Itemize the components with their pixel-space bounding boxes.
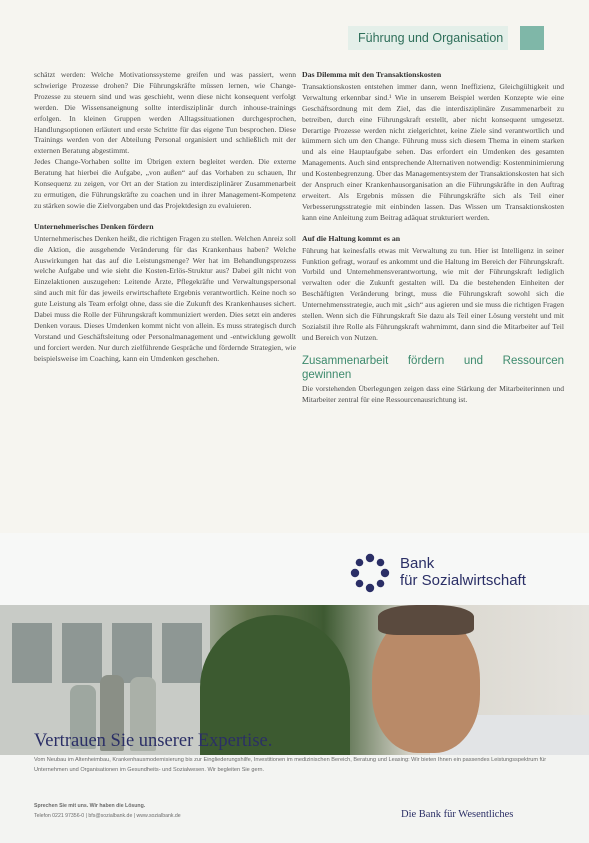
photo-window — [12, 623, 52, 683]
ad-headline: Vertrauen Sie unserer Expertise. — [34, 731, 273, 751]
ad-contact-line2: Telefon 0221 97356-0 | bfs@sozialbank.de | www.sozialbank.de — [34, 813, 181, 819]
section-heading: Unternehmerisches Denken fördern — [34, 221, 154, 231]
bank-name — [400, 555, 526, 589]
photo-window — [162, 623, 202, 683]
paragraph: Jedes Change-Vorhaben sollte im Übrigen extern begleitet werden. Die externe Beratung hat hierbei die Aufgabe, „von außen“ auf das Vorhaben zu schauen, Ihr Konsequenz zu zeigen, vor Ort an der Station zu interdisziplinärer Zusammenarbeit zu ermutigen, die Führungskräfte zu coachen und in ihrer Management-Kompetenz zu stärken sowie die Zielvorgaben und das Projektdesign zu evaluieren. — [34, 157, 296, 210]
article-right-column — [302, 70, 564, 406]
paragraph: schätzt werden: Welche Motivationssysteme greifen und was passiert, wenn schwierige Prozesse drohen? Die Führungskräfte müssen lernen, wie Change-Prozesse zu steuern sind und was geschieht, wenn diese nicht konsequent verfolgt werden. Die Wissensaneignung sollte interdisziplinär durch inhouse-trainings erfolgen. In kleinen Gruppen werden Alltagssituationen durchgesprochen, Handlungsoptionen erläutert und erste Schritte für das eigene Tun besprochen. Diese Trainings werden von der Abteilung Personal organisiert und schließlich mit der externen Beratung abgestimmt. — [34, 70, 296, 156]
section-label: Führung und Organisation — [358, 31, 504, 45]
paragraph: Führung hat keinesfalls etwas mit Verwaltung zu tun. Hier ist Intelligenz in seiner Funktion gefragt, worauf es ankommt und die Haltung im Bereich der Führungskraft. Vorbild und Unternehmensverantwortung, wie mit der Führungskraft lediglich verwalten oder die Zukunft gestalten will. Da die bestehenden Einheiten der Beschäftigten Veränderung bringt, muss die Führungskraft sowohl sich die Unternehmensstrategie, auch mit „sich“ aus agieren und sie muss die richtigen Fragen stellen. Wenn sich die Führungskraft Sie dazu als Teil einer Lösung versteht und mit Sozialstil ihre Rolle als Führungskraft wahrnimmt, dann sind die Mitarbeiter auf Teil und Bereich von Nutzen. — [302, 245, 564, 342]
section-heading: Auf die Haltung kommt es an — [302, 233, 401, 243]
photo-hair — [378, 605, 474, 635]
bank-logo-icon — [350, 553, 390, 593]
section-tag-square — [520, 26, 544, 50]
advertisement — [0, 533, 589, 843]
subsection-heading: Zusammenarbeit fördern und Ressourcen gewinnen — [302, 354, 564, 381]
ad-contact — [34, 801, 294, 821]
photo-window — [62, 623, 102, 683]
section-heading: Das Dilemma mit den Transaktionskosten — [302, 70, 442, 79]
ad-contact-line1: Sprechen Sie mit uns. Wir haben die Lösung. — [34, 803, 146, 809]
paragraph: Transaktionskosten entstehen immer dann, wenn Ineffizienz, Gleichgültigkeit und Verwaltung erkennbar sind.¹ Wie in unserem Beispiel werden Konzepte wie eine Geschäftsordnung mit dem Ziel, das die interdisziplinäre Zusammenarbeit zu betreiben, durch eine Führungskraft erstellt, aber nicht konsequent umgesetzt. Derartige Prozesse werden nicht zielgerichtet, keine Ziele sind verantwortlich und kümmern sich um den Change. Führung muss sich diesem Thema in einem starken und als eine Hauptaufgabe sehen. Das erfordert ein Umdenken des gesamten Managements. Auch sind entsprechende Alternativen notwendig: Kostenminimierung und Kostenbegrenzung. Über das Managementsystem der Transaktionskosten hat sich der Anspruch einer Krankenhausorganisation an die Führungskräfte in den Auftrag erweitert. Als Ergebnis müssen die Führungskräfte sich als Teil einer Verbesserungsstrategie mit einbinden lassen. Das Wissen um Transaktionskosten kann eine Anleitung zum Beitrag adäquat strukturiert werden. — [302, 81, 564, 222]
bank-name-line2: für Sozialwirtschaft — [400, 572, 526, 589]
photo-window — [112, 623, 152, 683]
ad-body-text: Vom Neubau im Altenheimbau, Krankenhausmodernisierung bis zur Eingliederungshilfe, Investitionen im medizinischen Bereich, Beratung und Leasing: Wir bieten Ihnen ein passendes Leistungsspektrum für Unternehmen und Organisationen im Gesundheits- und Sozialwesen. Wir begleiten Sie gern. — [34, 757, 547, 773]
ad-slogan: Die Bank für Wesentliches — [401, 809, 514, 820]
paragraph: Die vorstehenden Überlegungen zeigen dass eine Stärkung der Mitarbeiterinnen und Mitarbeiter zentral für eine Ressourcenausrichtung ist. — [302, 383, 564, 404]
section-tag — [348, 26, 508, 50]
paragraph: Unternehmerisches Denken heißt, die richtigen Fragen zu stellen. Welchen Anreiz soll die Aktion, die ausgehende Veränderung für das Krankenhaus haben? Welche Auswirkungen hat das auf die Leistungsmenge? Wer hat im Behandlungsprozess welche Aufgabe und wie sieht die Kosten-Erlös-Struktur aus? Dabei gilt nicht von Einzelaktionen auszugehen: Leitende Ärzte, Pflegekräfte und Verwaltungspersonal sind auch mit für das jeweils erwirtschaftete Ergebnis verantwortlich. Keine noch so gute Leistung als Team erfolgt ohne, dass sie die Zukunft des Krankenhauses sichert. Dabei muss die Rolle der Führungskraft kommuniziert werden. Dies setzt ein anderes Denken voraus. Dieses Umdenken kommt nicht von allein. Es muss strategisch durch Vorstand und Geschäftsleitung oder Personalmanagement und -entwicklung gewollt und forciert werden. Nur durch zielführende Gespräche und fördernde Strategien, wie beispielsweise im Coaching, kann ein Umdenken geschehen. — [34, 233, 296, 363]
bank-name-line1: Bank — [400, 555, 435, 572]
article-left-column — [34, 70, 296, 365]
